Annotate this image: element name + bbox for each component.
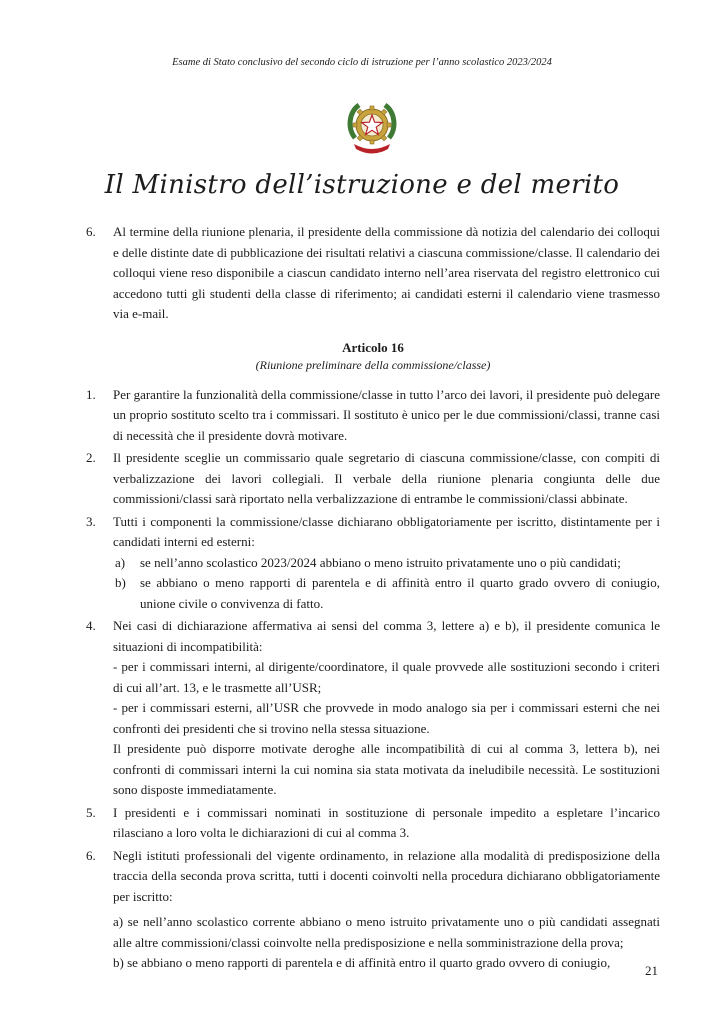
paragraph-text: Il presidente sceglie un commissario quale segretario di ciascuna commissione/classe, con compiti di verbalizzazione dei lavori collegiali. Il verbale della riunione plenaria congiunta delle due commissioni/classi sarà riportato nella verbalizzazione di entrambe le commissioni/classi abbinate. [113, 450, 660, 506]
paragraph-text: Tutti i componenti la commissione/classe dichiarano obbligatoriamente per iscritto, distintamente per i candidati interni ed esterni: [113, 513, 660, 549]
article-paragraph-3 [86, 512, 660, 615]
sub-item-text: se abbiano o meno rapporti di parentela e di affinità entro il quarto grado ovvero di coniugio, unione civile o convivenza di fatto. [140, 575, 660, 611]
point-a-text: a) se nell’anno scolastico corrente abbiano o meno istruito privatamente uno o più candidati assegnati alle altre commissioni/classi coinvolte nella predisposizione e nella somministrazione della prova; [113, 914, 660, 950]
dash-item-internal: - per i commissari interni, al dirigente/coordinatore, il quale provvede alle sostituzioni secondo i criteri di cui all’art. 13, e le trasmette all’USR; [113, 659, 660, 695]
sub-item-a [115, 553, 660, 574]
paragraph-extra-text: Il presidente può disporre motivate deroghe alle incompatibilità di cui al comma 3, lettera b), nei confronti di commissari interni la cui nomina sia stata motivata da ineludibile necessità. Le sostituzioni sono disposte immediatamente. [113, 741, 660, 797]
paragraph-text: I presidenti e i commissari nominati in sostituzione di personale impedito a espletare l’incarico rilasciano a loro volta le dichiarazioni di cui al comma 3. [113, 804, 660, 840]
sub-item-b [115, 573, 660, 614]
article-subtitle: (Riunione preliminare della commissione/classe) [255, 357, 491, 372]
article-paragraph-6 [86, 846, 660, 974]
paragraph-number: 4. [86, 618, 96, 633]
paragraph-text: Nei casi di dichiarazione affermativa ai sensi del comma 3, lettere a) e b), il presidente comunica le situazioni di incompatibilità: [113, 618, 660, 654]
dash-item-external: - per i commissari esterni, all’USR che provvede in modo analogo sia per i commissari esterni che nei confronti dei presidenti che si trovino nella stessa situazione. [113, 700, 660, 736]
point-b-text: b) se abbiano o meno rapporti di parentela e di affinità entro il quarto grado ovvero di coniugio, [113, 955, 611, 970]
sub-item-letter: b) [115, 575, 126, 590]
page-number: 21 [645, 963, 658, 978]
article-paragraph-5 [86, 803, 660, 844]
article-title: Articolo 16 [342, 339, 404, 355]
paragraph-number: 5. [86, 804, 96, 820]
paragraph-number: 2. [86, 450, 96, 465]
running-header: Esame di Stato conclusivo del secondo ciclo di istruzione per l’anno scolastico 2023/2024 [172, 57, 552, 68]
article-paragraph-4 [86, 616, 660, 801]
paragraph-6-prev [86, 222, 660, 325]
minister-title: Il Ministro dell’istruzione e del merito [104, 170, 620, 200]
article-paragraph-1 [86, 385, 660, 447]
paragraph-number: 1. [86, 386, 96, 402]
paragraph-text: Al termine della riunione plenaria, il presidente della commissione dà notizia del calendario dei colloqui e delle distinte date di pubblicazione dei risultati relativi a ciascuna commissione/classe. Il calendario dei colloqui viene reso disponibile a ciascun candidato interno nell’area riservata del registro elettronico cui accedono tutti gli studenti della classe di riferimento; ai candidati esterni il calendario viene trasmesso via e-mail. [113, 224, 660, 321]
paragraph-number: 6. [86, 224, 96, 239]
article-paragraph-2 [86, 448, 660, 510]
paragraph-number: 6. [86, 847, 96, 863]
sub-item-letter: a) [115, 554, 126, 570]
sub-item-text: se nell’anno scolastico 2023/2024 abbiano o meno istruito privatamente uno o più candidati; [140, 554, 621, 570]
italian-republic-emblem-icon [345, 98, 399, 156]
paragraph-text: Negli istituti professionali del vigente ordinamento, in relazione alla modalità di predisposizione della traccia della seconda prova scritta, tutti i docenti coinvolti nella procedura dichiarano obbligatoriamente per iscritto: [113, 847, 660, 904]
document-body [86, 222, 660, 976]
paragraph-text: Per garantire la funzionalità della commissione/classe in tutto l’arco dei lavori, il presidente può delegare un proprio sostituto scelto tra i commissari. Il sostituto è unico per le due commissioni/classi, tranne casi di necessità che il presidente dovrà motivare. [113, 386, 660, 443]
paragraph-number: 3. [86, 513, 96, 529]
